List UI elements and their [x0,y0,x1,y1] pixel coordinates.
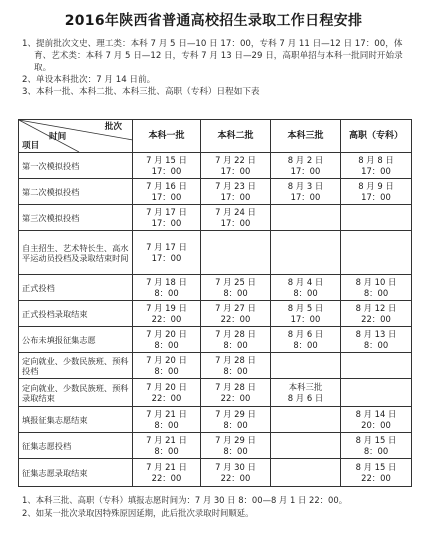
table-row [19,205,412,231]
schedule-cell [271,407,341,433]
cell-time: 8：00 [363,339,389,350]
row-item-label: 填报征集志愿结束 [19,407,133,433]
schedule-cell [133,353,201,379]
cell-time: 8：00 [154,445,179,456]
cell-date: 7 月 18 日 [146,276,187,287]
cell-time: 17：00 [290,191,321,202]
cell-time: 17：00 [361,165,391,176]
cell-time: 8：00 [154,287,179,298]
cell-date: 8 月 4 日 [287,276,324,287]
row-item-label: 征集志愿录取结束 [19,459,133,487]
cell-date: 7 月 19 日 [146,302,187,313]
schedule-cell [271,459,341,487]
table-row [19,407,412,433]
schedule-cell [201,327,271,353]
column-header: 本科三批 [271,120,341,153]
cell-date: 7 月 25 日 [215,276,256,287]
cell-time: 17：00 [290,313,321,324]
cell-date: 7 月 15 日 [146,154,187,165]
row-item-label: 第三次模拟投档 [19,205,133,231]
cell-time: 8：00 [223,339,248,350]
schedule-cell [341,231,412,275]
table-row [19,153,412,179]
cell-time: 17：00 [290,165,321,176]
table-row [19,231,412,275]
schedule-cell [201,433,271,459]
cell-date: 7 月 29 日 [215,434,256,445]
schedule-cell [341,433,412,459]
schedule-cell [341,407,412,433]
cell-date: 8 月 9 日 [358,180,394,191]
schedule-cell [133,275,201,301]
schedule-cell [271,153,341,179]
schedule-cell [341,353,412,379]
column-header: 高职（专科） [341,120,412,153]
cell-time: 8：00 [154,419,179,430]
table-body [19,153,412,487]
diagonal-header-cell [19,120,133,153]
table-row [19,433,412,459]
schedule-cell [341,301,412,327]
schedule-cell [271,205,341,231]
cell-date: 7 月 17 日 [146,241,187,252]
schedule-cell [201,379,271,407]
cell-time: 17：00 [151,217,182,228]
schedule-cell [341,459,412,487]
cell-time: 8：00 [154,365,179,376]
cell-date: 7 月 21 日 [146,408,187,419]
cell-time: 17：00 [151,191,182,202]
table-row [19,353,412,379]
table-row [19,459,412,487]
header-batch-label: 批次 [104,122,122,132]
cell-time: 8：00 [154,339,179,350]
cell-time: 17：00 [151,165,182,176]
schedule-cell [341,205,412,231]
cell-date: 7 月 21 日 [146,434,187,445]
schedule-cell [341,153,412,179]
cell-date: 7 月 20 日 [146,354,187,365]
column-header: 本科二批 [201,120,271,153]
column-header: 本科一批 [133,120,201,153]
schedule-cell [133,327,201,353]
schedule-cell [133,231,201,275]
cell-date: 7 月 20 日 [146,328,187,339]
header-time-label: 时间 [49,132,67,142]
schedule-cell [201,231,271,275]
cell-time: 17：00 [220,217,251,228]
schedule-cell [133,459,201,487]
note-2: 2、如某一批次录取因特殊原因延期，此后批次录取时间顺延。 [22,508,254,518]
cell-date: 8 月 3 日 [287,180,324,191]
cell-time: 22：00 [220,313,251,324]
cell-date: 8 月 10 日 [355,276,397,287]
cell-date: 7 月 29 日 [215,408,256,419]
intro-section [22,38,414,98]
schedule-cell [201,353,271,379]
cell-time: 22：00 [151,472,182,483]
cell-time: 8：00 [223,365,248,376]
schedule-cell [341,179,412,205]
schedule-cell [201,205,271,231]
cell-time: 8：00 [363,445,389,456]
schedule-cell [133,179,201,205]
schedule-cell [271,301,341,327]
cell-time: 22：00 [220,472,251,483]
cell-time: 22：00 [151,392,182,403]
schedule-cell [201,301,271,327]
cell-time: 22：00 [151,313,182,324]
intro-paragraph-1: 1、提前批次文史、理工类：本科 7 月 5 日—10 日 17：00，专科 7 月 11 日—12 日 17：00，体育、艺术类：本科 7 月 5 日—12 日，专科 7 月 13 日—29 日，高职单招与本科一批同时开始录取。 [22,39,403,73]
schedule-cell [341,379,412,407]
schedule-cell [271,179,341,205]
cell-time: 22：00 [361,313,391,324]
cell-date: 8 月 6 日 [287,328,324,339]
schedule-cell [133,379,201,407]
schedule-cell [133,301,201,327]
note-1: 1、本科三批、高职（专科）填报志愿时间为：7 月 30 日 8：00—8 月 1 日 22：00。 [22,495,348,505]
cell-date: 8 月 2 日 [287,154,324,165]
row-item-label: 自主招生、艺术特长生、高水平运动员投档及录取结束时间 [19,231,133,275]
cell-date: 7 月 21 日 [146,461,187,472]
cell-time: 8：00 [363,287,389,298]
row-item-label: 正式投档 [19,275,133,301]
schedule-cell [201,153,271,179]
cell-date: 7 月 28 日 [215,381,256,392]
cell-time: 8：00 [223,419,248,430]
cell-date: 8 月 15 日 [355,461,397,472]
schedule-cell [271,433,341,459]
cell-time: 17：00 [361,191,391,202]
cell-date: 本科三批 [288,381,323,392]
cell-time: 20：00 [361,419,391,430]
cell-date: 8 月 12 日 [355,302,397,313]
cell-date: 7 月 16 日 [146,180,187,191]
cell-time: 8：00 [293,287,318,298]
schedule-cell [201,407,271,433]
row-item-label: 公布未填报征集志愿 [19,327,133,353]
row-item-label: 征集志愿投档 [19,433,133,459]
cell-date: 7 月 30 日 [215,461,256,472]
cell-time: 22：00 [220,392,251,403]
cell-date: 7 月 28 日 [215,328,256,339]
cell-date: 7 月 24 日 [215,206,256,217]
cell-time: 17：00 [220,165,251,176]
cell-time: 17：00 [220,191,251,202]
cell-time: 8：00 [223,287,248,298]
cell-date: 7 月 27 日 [215,302,256,313]
schedule-table [18,119,412,487]
table-header-row [19,120,412,153]
schedule-cell [133,153,201,179]
row-item-label: 正式投档录取结束 [19,301,133,327]
schedule-cell [133,433,201,459]
row-item-label: 定向就业、少数民族班、预科投档 [19,353,133,379]
schedule-cell [271,327,341,353]
table-row [19,179,412,205]
page-title: 2016年陕西省普通高校招生录取工作日程安排 [64,13,363,29]
table-row [19,327,412,353]
cell-time: 22：00 [361,472,391,483]
notes-section [22,494,417,520]
cell-time: 17：00 [151,252,182,263]
cell-date: 7 月 17 日 [146,206,187,217]
schedule-cell [271,231,341,275]
schedule-cell [341,327,412,353]
schedule-cell [201,459,271,487]
schedule-cell [133,205,201,231]
cell-date: 8 月 15 日 [355,434,397,445]
row-item-label: 第二次模拟投档 [19,179,133,205]
schedule-cell [201,179,271,205]
cell-date: 8 月 8 日 [358,154,394,165]
schedule-cell [271,353,341,379]
cell-date: 8 月 14 日 [355,408,397,419]
cell-time: 8：00 [293,339,318,350]
cell-date: 7 月 20 日 [146,381,187,392]
intro-paragraph-3: 3、本科一批、本科二批、本科三批、高职（专科）日程如下表 [22,87,260,97]
cell-time: 8 月 6 日 [287,392,324,403]
header-project-label: 项目 [22,141,40,151]
table-row [19,379,412,407]
schedule-cell [133,407,201,433]
schedule-cell [271,275,341,301]
cell-date: 7 月 23 日 [215,180,256,191]
row-item-label: 定向就业、少数民族班、预科录取结束 [19,379,133,407]
schedule-cell [341,275,412,301]
cell-time: 8：00 [223,445,248,456]
cell-date: 7 月 28 日 [215,354,256,365]
cell-date: 8 月 13 日 [355,328,397,339]
cell-date: 7 月 22 日 [215,154,256,165]
table-row [19,301,412,327]
intro-paragraph-2: 2、单设本科批次：7 月 14 日前。 [22,75,156,85]
cell-date: 8 月 5 日 [287,302,324,313]
schedule-cell [271,379,341,407]
schedule-cell [201,275,271,301]
table-row [19,275,412,301]
row-item-label: 第一次模拟投档 [19,153,133,179]
